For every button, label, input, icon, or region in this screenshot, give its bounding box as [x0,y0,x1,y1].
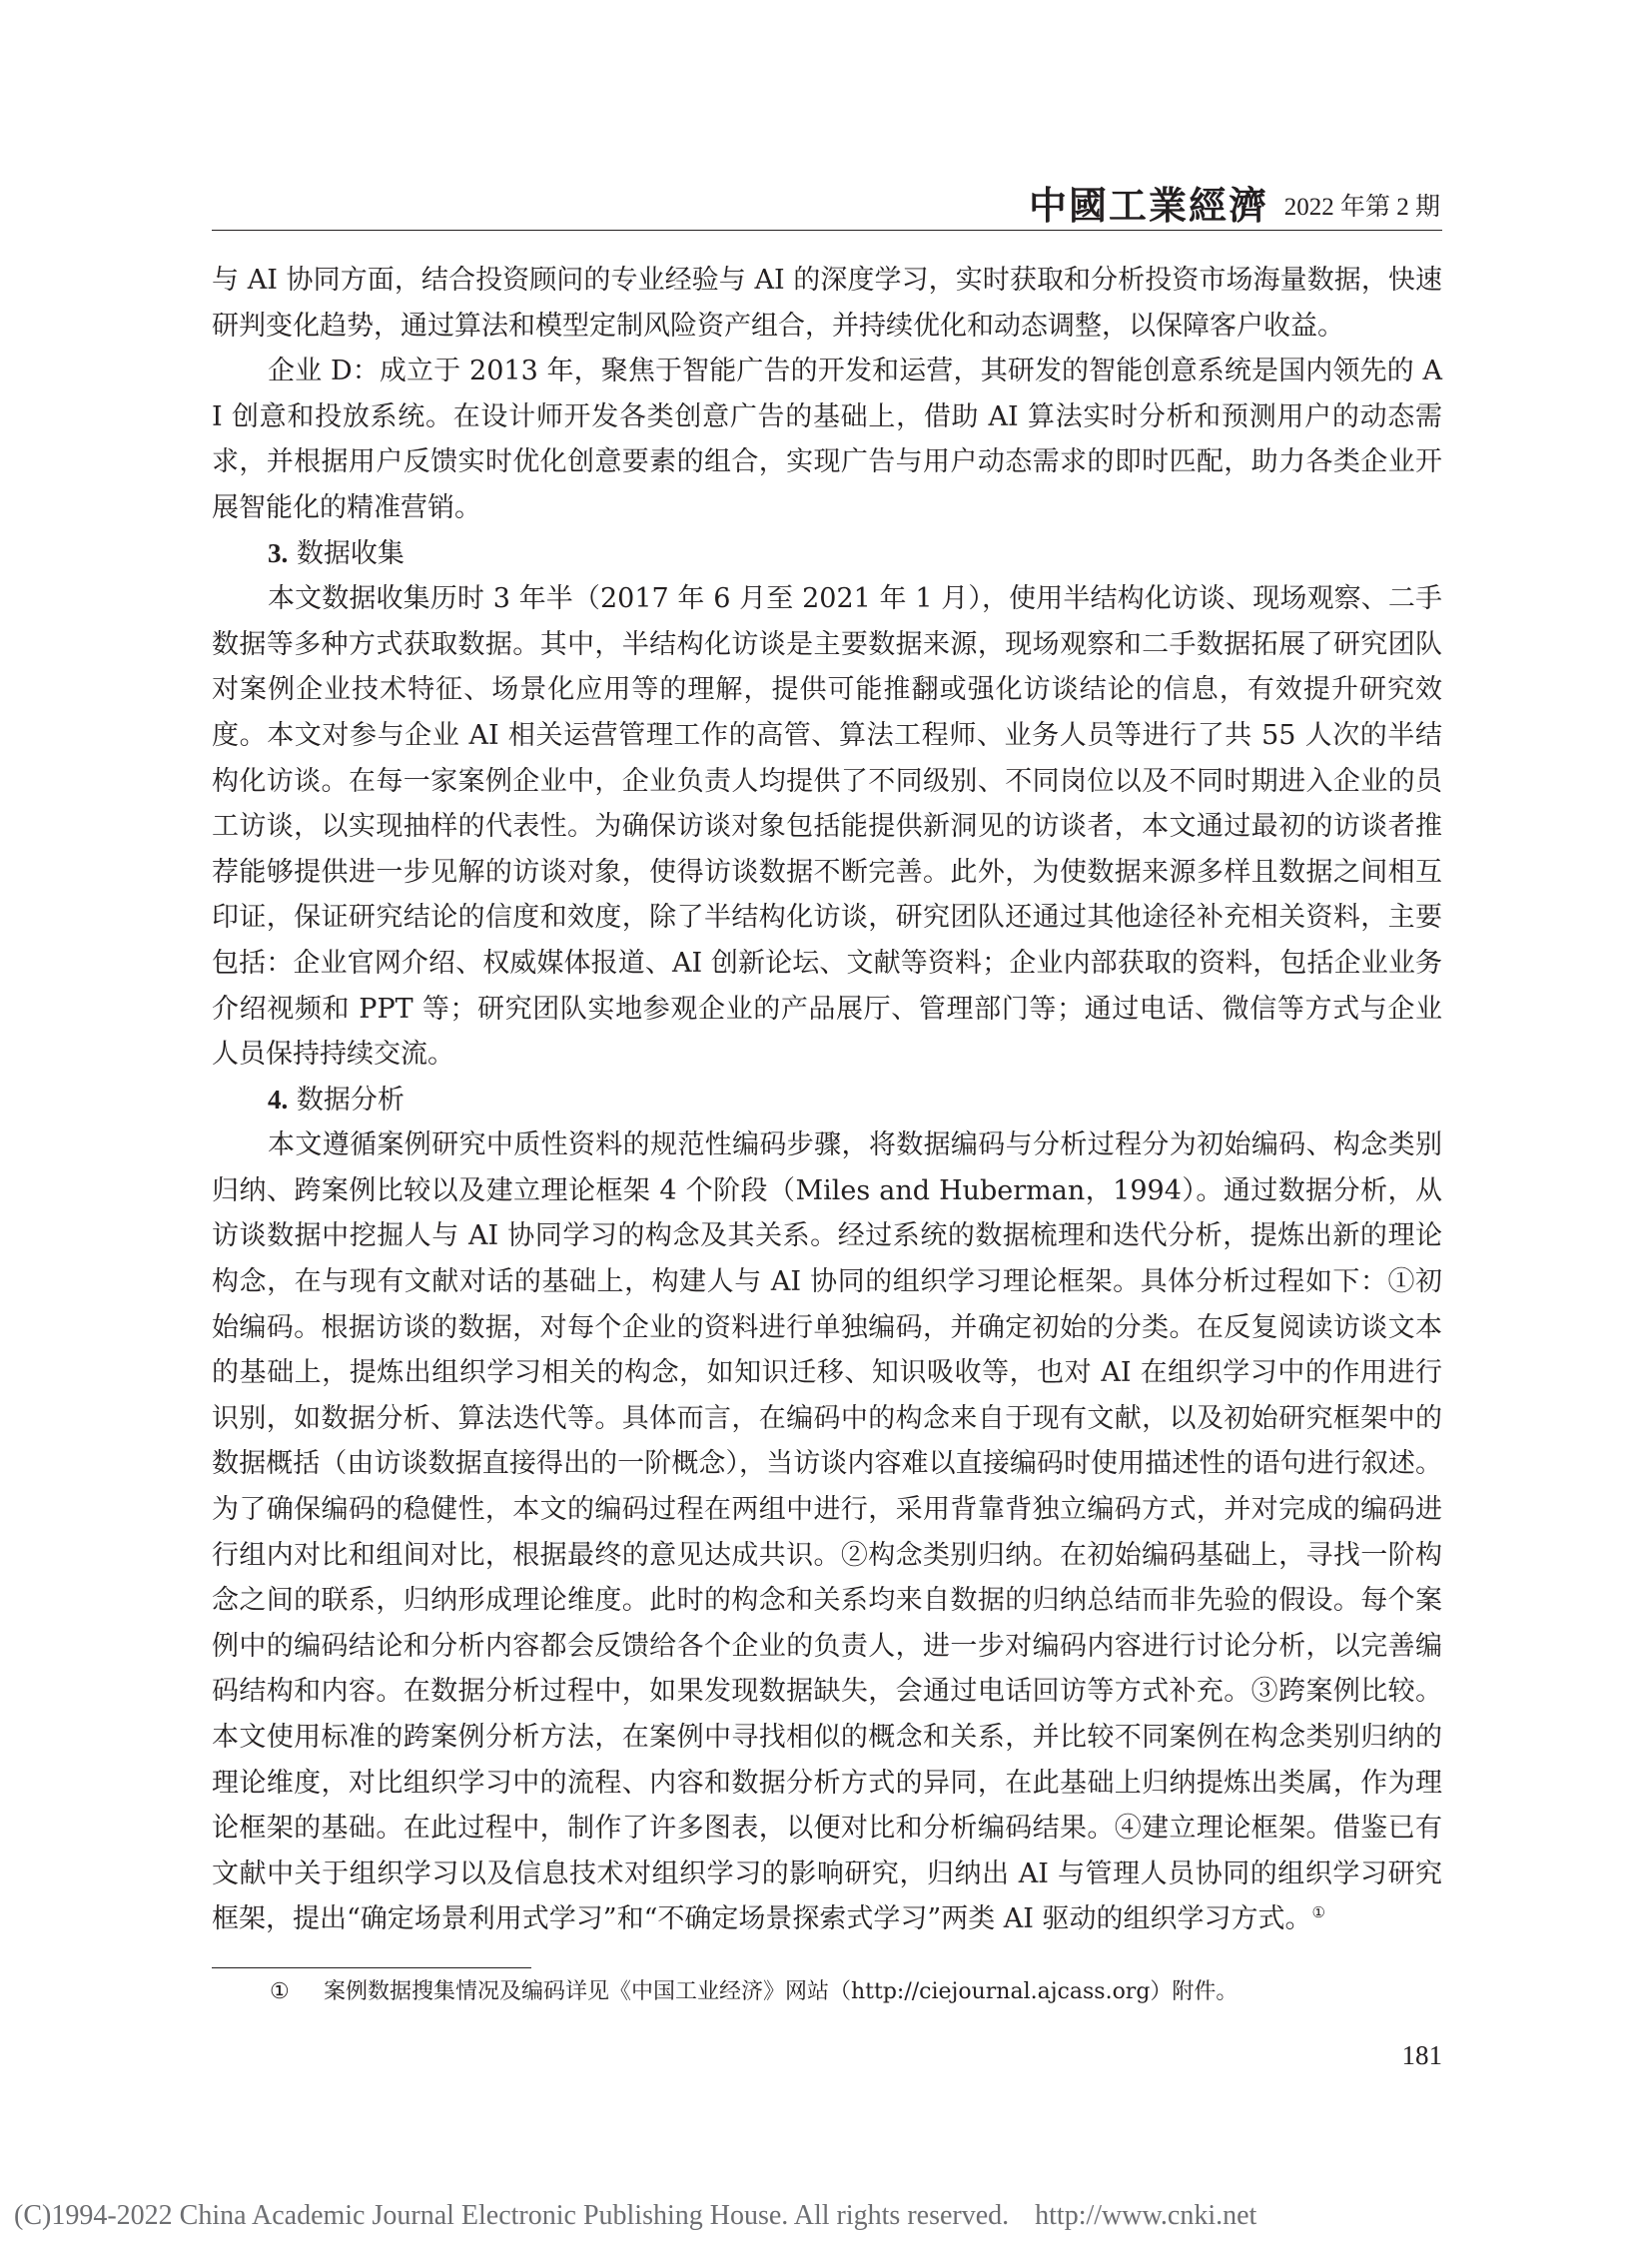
cnki-link[interactable]: http://www.cnki.net [1035,2200,1257,2231]
body-paragraph: 本文数据收集历时 3 年半（2017 年 6 月至 2021 年 1 月），使用半结构化访谈、现场观察、二手数据等多种方式获取数据。其中，半结构化访谈是主要数据来源，现场观察和二手数据拓展了研究团队对案例企业技术特征、场景化应用等的理解，提供可能推翻或强化访谈结论的信息，有效提升研究效度。本文对参与企业 AI 相关运营管理工作的高管、算法工程师、业务人员等进行了共 55 人次的半结构化访谈。在每一家案例企业中，企业负责人均提供了不同级别、不同岗位以及不同时期进入企业的员工访谈，以实现抽样的代表性。为确保访谈对象包括能提供新洞见的访谈者，本文通过最初的访谈者推荐能够提供进一步见解的访谈对象，使得访谈数据不断完善。此外，为使数据来源多样且数据之间相互印证，保证研究结论的信度和效度，除了半结构化访谈，研究团队还通过其他途径补充相关资料，主要包括：企业官网介绍、权威媒体报道、AI 创新论坛、文献等资料；企业内部获取的资料，包括企业业务介绍视频和 PPT 等；研究团队实地参观企业的产品展厅、管理部门等；通过电话、微信等方式与企业人员保持持续交流。 [212,583,1442,1071]
paragraph-text: 本文遵循案例研究中质性资料的规范性编码步骤，将数据编码与分析过程分为初始编码、构念类别归纳、跨案例比较以及建立理论框架 4 个阶段（Miles and Huberman，1994）。通过数据分析，从访谈数据中挖掘人与 AI 协同学习的构念及其关系。经过系统的数据梳理和迭代分析，提炼出新的理论构念，在与现有文献对话的基础上，构建人与 AI 协同的组织学习理论框架。具体分析过程如下：①初始编码。根据访谈的数据，对每个企业的资料进行单独编码，并确定初始的分类。在反复阅读访谈文本的基础上，提炼出组织学习相关的构念，如知识迁移、知识吸收等，也对 AI 在组织学习中的作用进行识别，如数据分析、算法迭代等。具体而言，在编码中的构念来自于现有文献，以及初始研究框架中的数据概括（由访谈数据直接得出的一阶概念），当访谈内容难以直接编码时使用描述性的语句进行叙述。为了确保编码的稳健性，本文的编码过程在两组中进行，采用背靠背独立编码方式，并对完成的编码进行组内对比和组间对比，根据最终的意见达成共识。②构念类别归纳。在初始编码基础上，寻找一阶构念之间的联系，归纳形成理论维度。此时的构念和关系均来自数据的归纳总结而非先验的假设。每个案例中的编码结论和分析内容都会反馈给各个企业的负责人，进一步对编码内容进行讨论分析，以完善编码结构和内容。在数据分析过程中，如果发现数据缺失，会通过电话回访等方式补充。③跨案例比较。本文使用标准的跨案例分析方法，在案例中寻找相似的概念和关系，并比较不同案例在构念类别归纳的理论维度，对比组织学习中的流程、内容和数据分析方式的异同，在此基础上归纳提炼出类属，作为理论框架的基础。在此过程中，制作了许多图表，以便对比和分析编码结果。④建立理论框架。借鉴已有文献中关于组织学习以及信息技术对组织学习的影响研究，归纳出 AI 与管理人员协同的组织学习研究框架，提出“确定场景利用式学习”和“不确定场景探索式学习”两类 AI 驱动的组织学习方式。 [212,1129,1442,1935]
journal-logo: 中國工業經濟 [1028,184,1268,228]
page-number: 181 [1401,2040,1442,2070]
section-number: 4. [268,1084,289,1115]
footnote-marker: ① [270,1979,290,2004]
section-title: 数据收集 [296,537,405,569]
body-paragraph [212,1122,1442,1942]
issue-label: 2022 年第 2 期 [1283,194,1440,221]
copyright-text: (C)1994-2022 China Academic Journal Electronic Publishing House. All rights reserved. [14,2200,1010,2231]
section-title: 数据分析 [296,1084,405,1116]
copyright-footer [14,2199,1256,2233]
section-heading [212,1078,1442,1123]
body-paragraph: 企业 D：成立于 2013 年，聚焦于智能广告的开发和运营，其研发的智能创意系统是国内领先的 AI 创意和投放系统。在设计师开发各类创意广告的基础上，借助 AI 算法实时分析和预测用户的动态需求，并根据用户反馈实时优化创意要素的组合，实现广告与用户动态需求的即时匹配，助力各类企业开展智能化的精准营销。 [212,356,1442,523]
footnote-reference[interactable]: ① [1311,1903,1325,1922]
section-heading [212,531,1442,577]
running-header [212,184,1440,228]
body-paragraph: 与 AI 协同方面，结合投资顾问的专业经验与 AI 的深度学习，实时获取和分析投资市场海量数据，快速研判变化趋势，通过算法和模型定制风险资产组合，并持续优化和动态调整，以保障客户收益。 [212,265,1442,342]
article-body [212,258,1442,1942]
footnote-text: 案例数据搜集情况及编码详见《中国工业经济》网站（http://ciejournal.ajcass.org）附件。 [324,1979,1239,2004]
footnote [270,1975,1438,2009]
footnote-rule [212,1967,531,1968]
header-rule [212,230,1442,231]
section-number: 3. [268,537,289,568]
